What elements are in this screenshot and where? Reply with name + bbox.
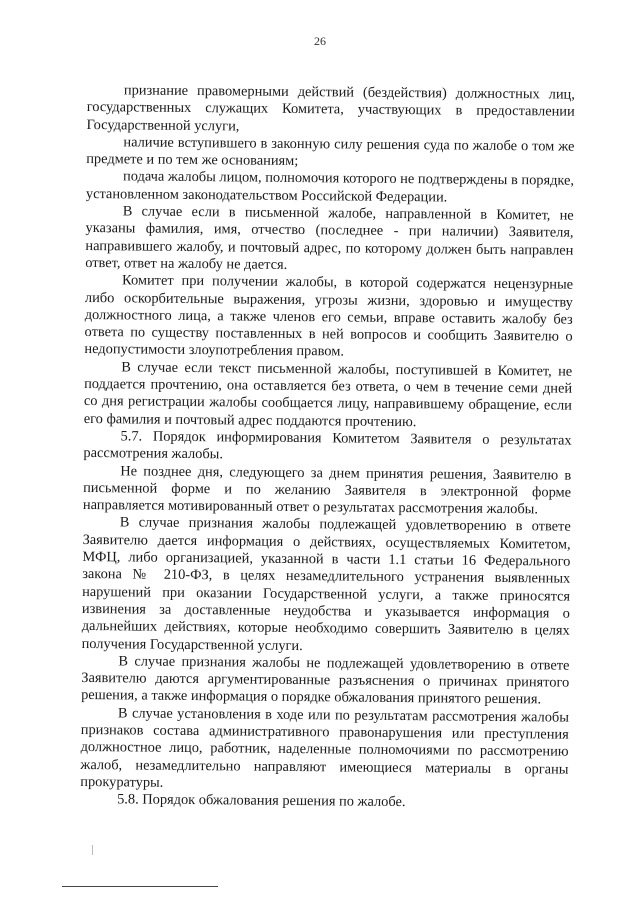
scan-artifact (92, 845, 93, 855)
page-number: 26 (314, 34, 326, 48)
paragraph-unreadable-text: В случае если текст письменной жалобы, поступившей в Комитет, не поддается прочтению, она оставляется без ответа, о чем в течение семи дней со дня регистрации жалобы сообщается лицу, направившему обращение, если его фамилия и почтовый адрес поддаются прочтению. (83, 359, 573, 430)
section-heading-5-7: 5.7. Порядок информирования Комитетом Заявителя о результатах рассмотрения жалобы. (83, 428, 572, 463)
paragraph-court-decision: наличие вступившего в законную силу решения суда по жалобе о том же предмете и по тем же основаниям; (86, 134, 575, 170)
paragraph-offensive-language: Комитет при получении жалобы, в которой содержатся нецензурные либо оскорбительные выражения, угрозы жизни, здоровью и имуществу должностного лица, а также членов его семьи, вправе оставить жалобу без ответа по существу поставленных в ней вопросов и сообщить Заявителю о недопустимости злоупотребления правом. (84, 272, 574, 360)
paragraph-unconfirmed-authority: подача жалобы лицом, полномочия которого не подтверждены в порядке, установленном законодательством Российской Федерации. (85, 168, 575, 206)
paragraph-offense-signs: В случае установления в ходе или по результатам рассмотрения жалобы признаков состава административного правонарушения или преступления должностное лицо, работник, наделенные полномочиями по рассмотрению жалоб, незамедлительно направляют имеющиеся материалы в органы прокуратуры. (80, 705, 570, 791)
paragraph-complaint-satisfied: В случае признания жалобы подлежащей удовлетворению в ответе Заявителю дается информация о действиях, осуществляемых Комитетом, МФЦ, либо организацией, указанной в части 1.1 статьи 16 Федерального закона № 210-ФЗ, в целях незамедлительного устранения выявленных нарушений при оказании Государственной услуги, а также приносятся извинения за доставленные неудобства и указывается информация о дальнейших действиях, которые необходимо совершить Заявителю в целях получения Государственной услуги. (81, 514, 571, 654)
document-body (80, 82, 575, 813)
paragraph-complaint-rejected: В случае признания жалобы не подлежащей удовлетворению в ответе Заявителю даются аргументированные разъяснения о причинах принятого решения, а также информация о порядке обжалования принятого решения. (81, 653, 570, 708)
paragraph-response-deadline: Не позднее дня, следующего за днем принятия решения, Заявителю в письменной форме и по желанию Заявителя в электронной форме направляется мотивированный ответ о результатах рассмотрения жалобы. (82, 462, 572, 518)
paragraph-no-name-address: В случае если в письменной жалобе, направленной в Комитет, не указаны фамилия, имя, отчество (последнее - при наличии) Заявителя, направившего жалобу, и почтовый адрес, по которому должен быть направлен ответ, ответ на жалобу не дается. (85, 203, 574, 273)
footer-rule (62, 886, 218, 887)
paragraph-recognition-lawful: признание правомерными действий (бездействия) должностных лиц, государственных служащих Комитета, участвующих в предоставлении Государственной услуги, (86, 82, 575, 135)
section-heading-5-8: 5.8. Порядок обжалования решения по жалобе. (117, 791, 406, 811)
